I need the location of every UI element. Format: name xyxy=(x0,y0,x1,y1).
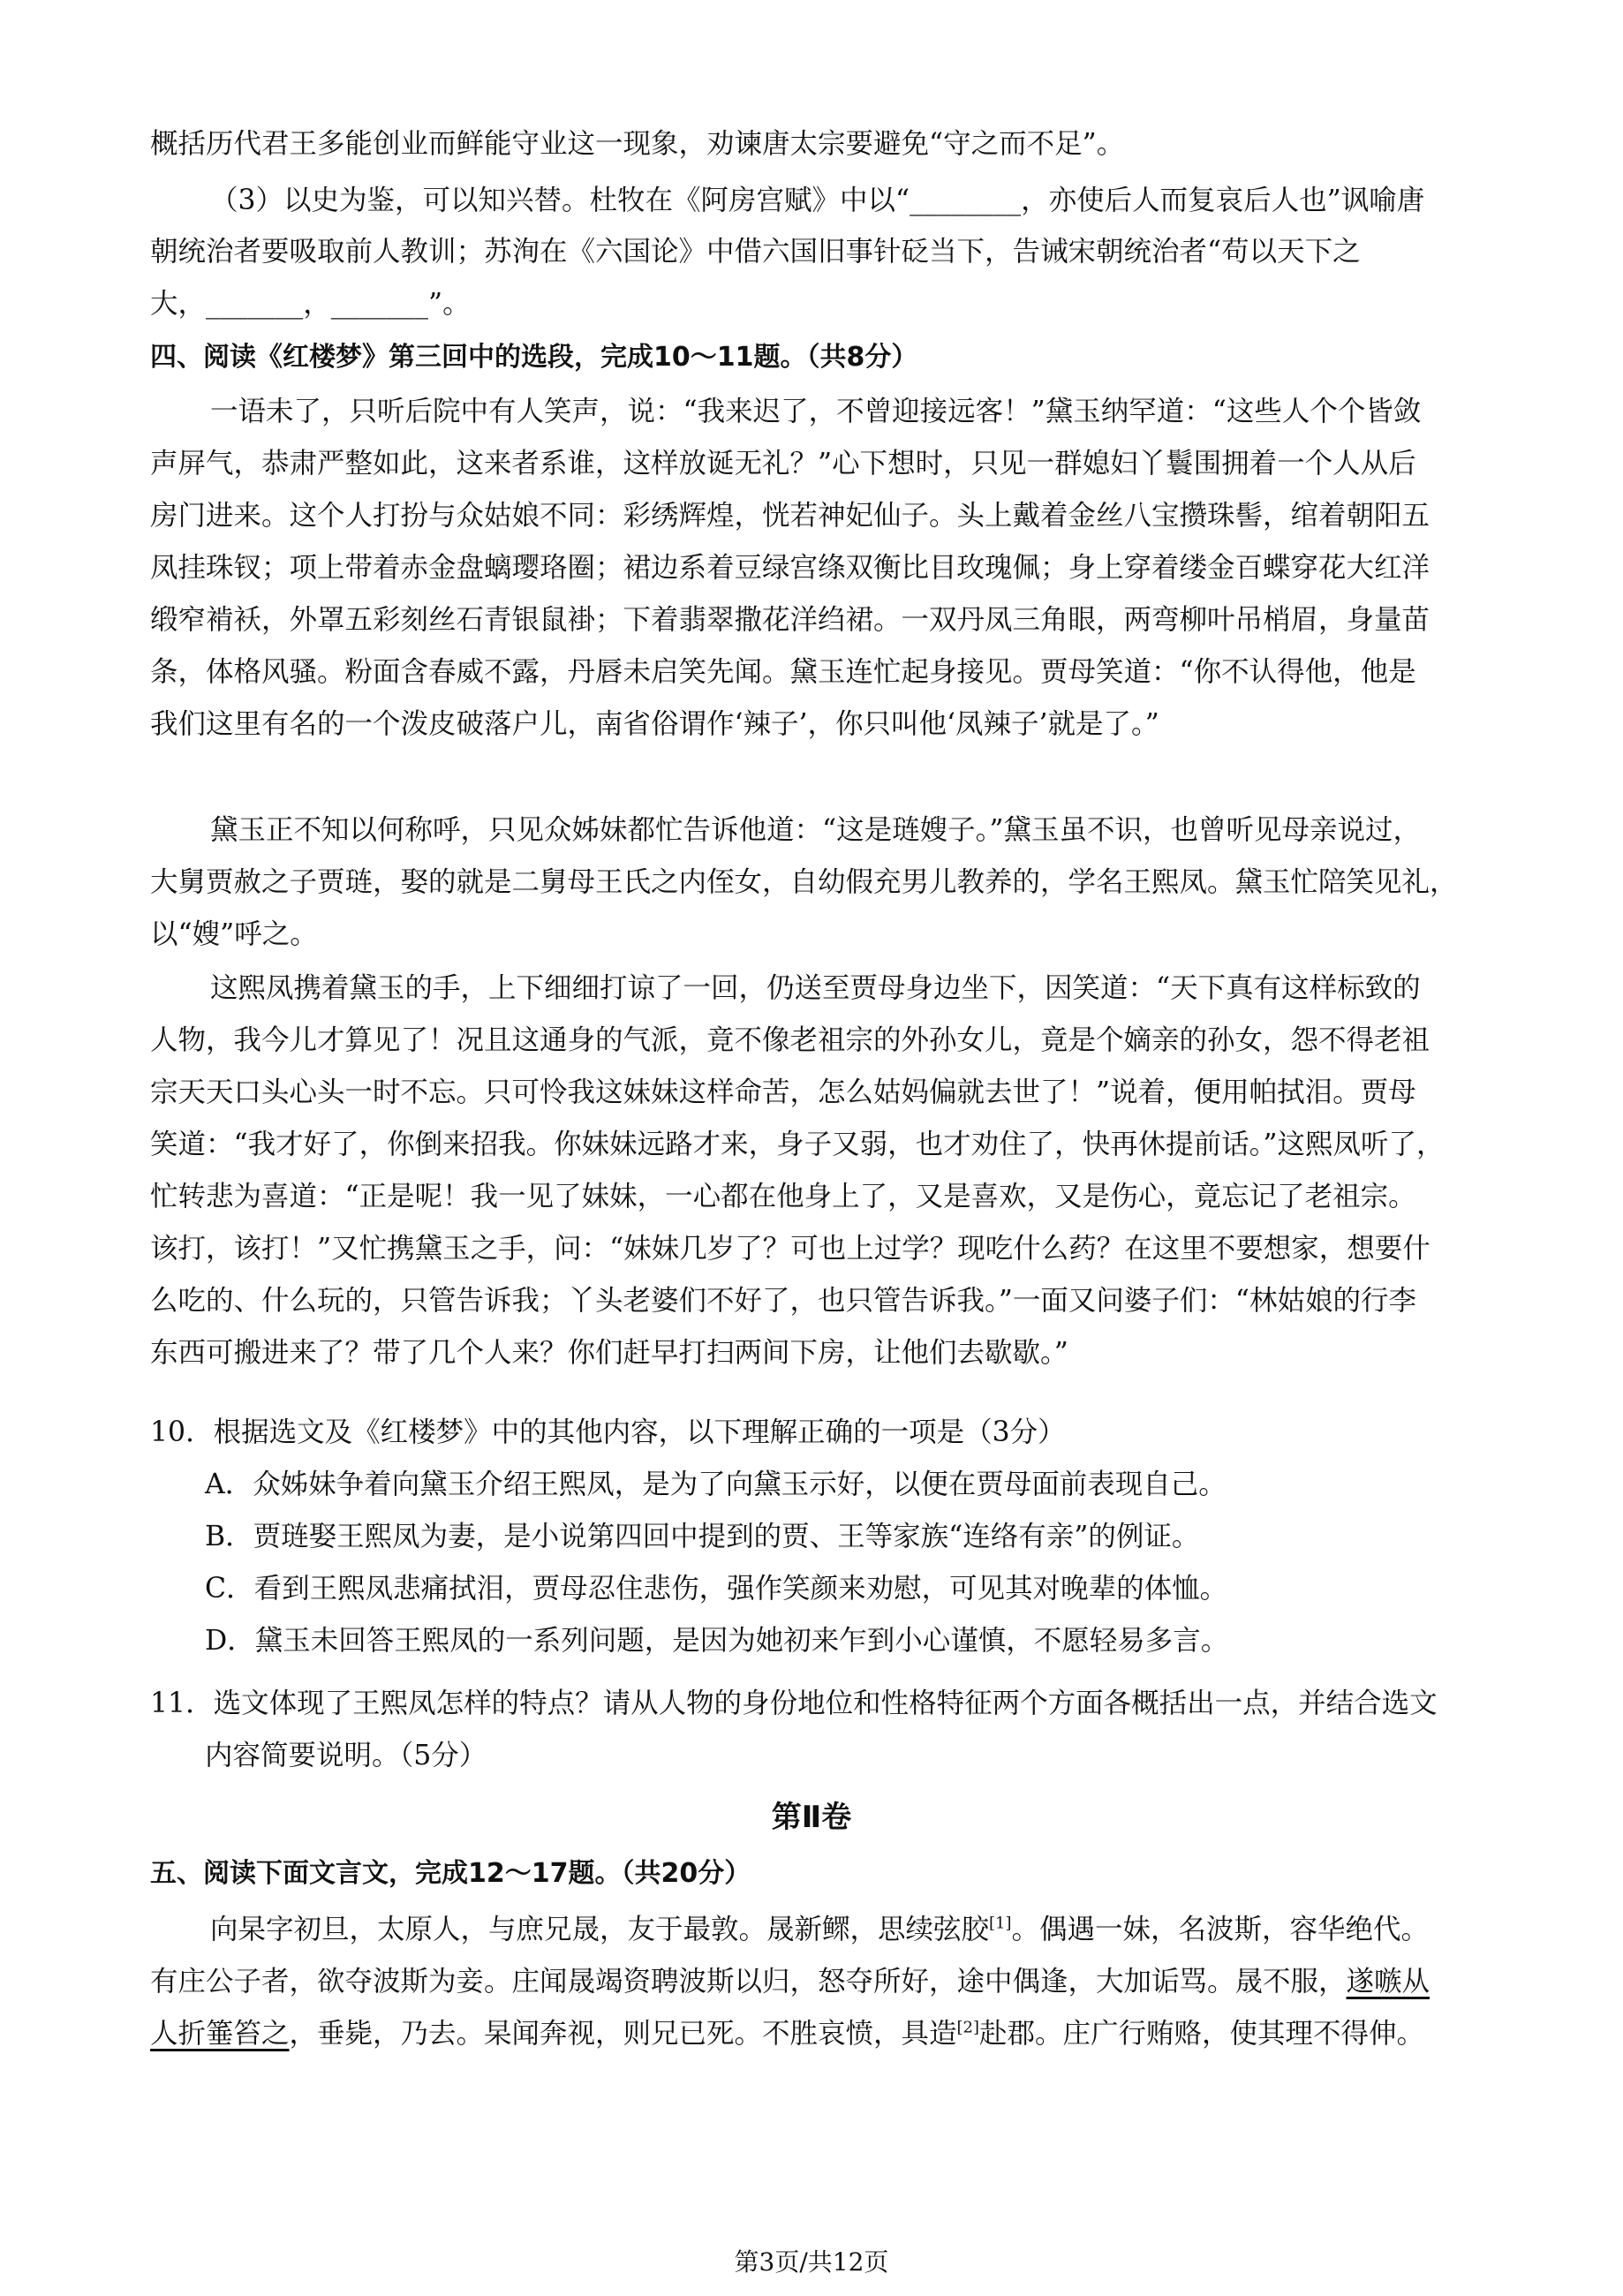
underlined-sentence: 人折箠笞之 xyxy=(150,2018,290,2050)
footnote-marker: [1] xyxy=(989,1914,1012,1933)
text-line: 大，_______，_______”。 xyxy=(150,288,471,320)
text-line: 概括历代君王多能创业而鲜能守业这一现象，劝谏唐太宗要避免“守之而不足”。 xyxy=(150,128,1125,160)
footnote-marker: [2] xyxy=(956,2018,980,2037)
section-5-heading: 五、阅读下面文言文，完成12～17题。（共20分） xyxy=(150,1858,751,1889)
passage-line: 笑道：“我才好了，你倒来招我。你妹妹远路才来，身子又弱，也才劝住了，快再休提前话。”这熙凤听了， xyxy=(150,1129,1445,1160)
classical-text-line: 向杲字初旦，太原人，与庶兄晟，友于最敦。晟新鳏，思续弦胶[1]。偶遇一妹，名波斯，容华绝代。 xyxy=(210,1914,1430,1945)
section-4-heading: 四、阅读《红楼梦》第三回中的选段，完成10～11题。（共8分） xyxy=(150,342,918,373)
question-10-option-d: D．黛玉未回答王熙凤的一系列问题，是因为她初来乍到小心谨慎，不愿轻易多言。 xyxy=(205,1625,1229,1657)
passage-line: 该打，该打！”又忙携黛玉之手，问：“妹妹几岁了？可也上过学？现吃什么药？在这里不要想家，想要什 xyxy=(150,1233,1431,1265)
passage-line: 忙转悲为喜道：“正是呢！我一见了妹妹，一心都在他身上了，又是喜欢，又是伤心，竟忘记了老祖宗。 xyxy=(150,1181,1416,1212)
text-line: 朝统治者要吸取前人教训；苏洵在《六国论》中借六国旧事针砭当下，告诫宋朝统治者“苟以天下之 xyxy=(150,236,1361,268)
passage-line: 这熙凤携着黛玉的手，上下细细打谅了一回，仍送至贾母身边坐下，因笑道：“天下真有这样标致的 xyxy=(210,972,1421,1004)
question-11-stem: 11．选文体现了王熙凤怎样的特点？请从人物的身份地位和性格特征两个方面各概括出一点，并结合选文 xyxy=(150,1688,1438,1719)
passage-line: 我们这里有名的一个泼皮破落户儿，南省俗谓作‘辣子’，你只叫他‘凤辣子’就是了。” xyxy=(150,708,1159,740)
passage-line: 么吃的、什么玩的，只管告诉我；丫头老婆们不好了，也只管告诉我。”一面又问婆子们：“林姑娘的行李 xyxy=(150,1285,1416,1317)
underlined-sentence: 遂嗾从 xyxy=(1346,1966,1431,1998)
part-2-title: 第Ⅱ卷 xyxy=(771,1800,852,1835)
passage-line: 黛玉正不知以何称呼，只见众姊妹都忙告诉他道：“这是琏嫂子。”黛玉虽不识，也曾听见母亲说过， xyxy=(210,814,1421,846)
classical-text-line: 人折箠笞之，垂毙，乃去。杲闻奔视，则兄已死。不胜哀愤，具造[2]赴郡。庄广行贿赂，使其理不得伸。 xyxy=(150,2018,1425,2050)
passage-line: 凤挂珠钗；项上带着赤金盘螭璎珞圈；裙边系着豆绿宫绦双衡比目玫瑰佩；身上穿着缕金百蝶穿花大红洋 xyxy=(150,552,1431,584)
passage-line: 条，体格风骚。粉面含春威不露，丹唇未启笑先闻。黛玉连忙起身接见。贾母笑道：“你不认得他，他是 xyxy=(150,656,1416,688)
question-10-stem: 10．根据选文及《红楼梦》中的其他内容，以下理解正确的一项是（3分） xyxy=(150,1416,1066,1448)
question-10-option-c: C．看到王熙凤悲痛拭泪，贾母忍住悲伤，强作笑颜来劝慰，可见其对晚辈的体恤。 xyxy=(205,1573,1228,1605)
page-number: 第3页/共12页 xyxy=(734,2247,889,2277)
passage-line: 人物，我今儿才算见了！况且这通身的气派，竟不像老祖宗的外孙女儿，竟是个嫡亲的孙女，怨不得老祖 xyxy=(150,1024,1431,1056)
question-9-3: （3）以史为鉴，可以知兴替。杜牧在《阿房宫赋》中以“________，亦使后人而复哀后人也”讽喻唐 xyxy=(210,185,1425,216)
passage-line: 缎窄褃袄，外罩五彩刻丝石青银鼠褂；下着翡翠撒花洋绉裙。一双丹凤三角眼，两弯柳叶吊梢眉，身量苗 xyxy=(150,604,1431,636)
passage-line: 以“嫂”呼之。 xyxy=(150,918,318,950)
classical-text-line: 有庄公子者，欲夺波斯为妾。庄闻晟竭资聘波斯以归，怒夺所好，途中偶逢，大加诟骂。晟不服，遂嗾从 xyxy=(150,1966,1431,1998)
passage-line: 东西可搬进来了？带了几个人来？你们赶早打扫两间下房，让他们去歇歇。” xyxy=(150,1337,1068,1369)
question-11-stem: 内容简要说明。（5分） xyxy=(205,1740,487,1771)
passage-line: 房门进来。这个人打扮与众姑娘不同：彩绣辉煌，恍若神妃仙子。头上戴着金丝八宝攒珠髻，绾着朝阳五 xyxy=(150,500,1431,532)
passage-line: 大舅贾赦之子贾琏，娶的就是二舅母王氏之内侄女，自幼假充男儿教养的，学名王熙凤。黛玉忙陪笑见礼， xyxy=(150,866,1458,898)
passage-line: 一语未了，只听后院中有人笑声，说：“我来迟了，不曾迎接远客！”黛玉纳罕道：“这些人个个皆敛 xyxy=(210,396,1422,427)
question-10-option-b: B．贾琏娶王熙凤为妻，是小说第四回中提到的贾、王等家族“连络有亲”的例证。 xyxy=(205,1521,1200,1552)
question-10-option-a: A．众姊妹争着向黛玉介绍王熙凤，是为了向黛玉示好，以便在贾母面前表现自己。 xyxy=(205,1469,1227,1500)
passage-line: 宗天天口头心头一时不忘。只可怜我这妹妹这样命苦，怎么姑妈偏就去世了！”说着，便用帕拭泪。贾母 xyxy=(150,1076,1416,1108)
passage-line: 声屏气，恭肃严整如此，这来者系谁，这样放诞无礼？”心下想时，只见一群媳妇丫鬟围拥着一个人从后 xyxy=(150,448,1416,480)
